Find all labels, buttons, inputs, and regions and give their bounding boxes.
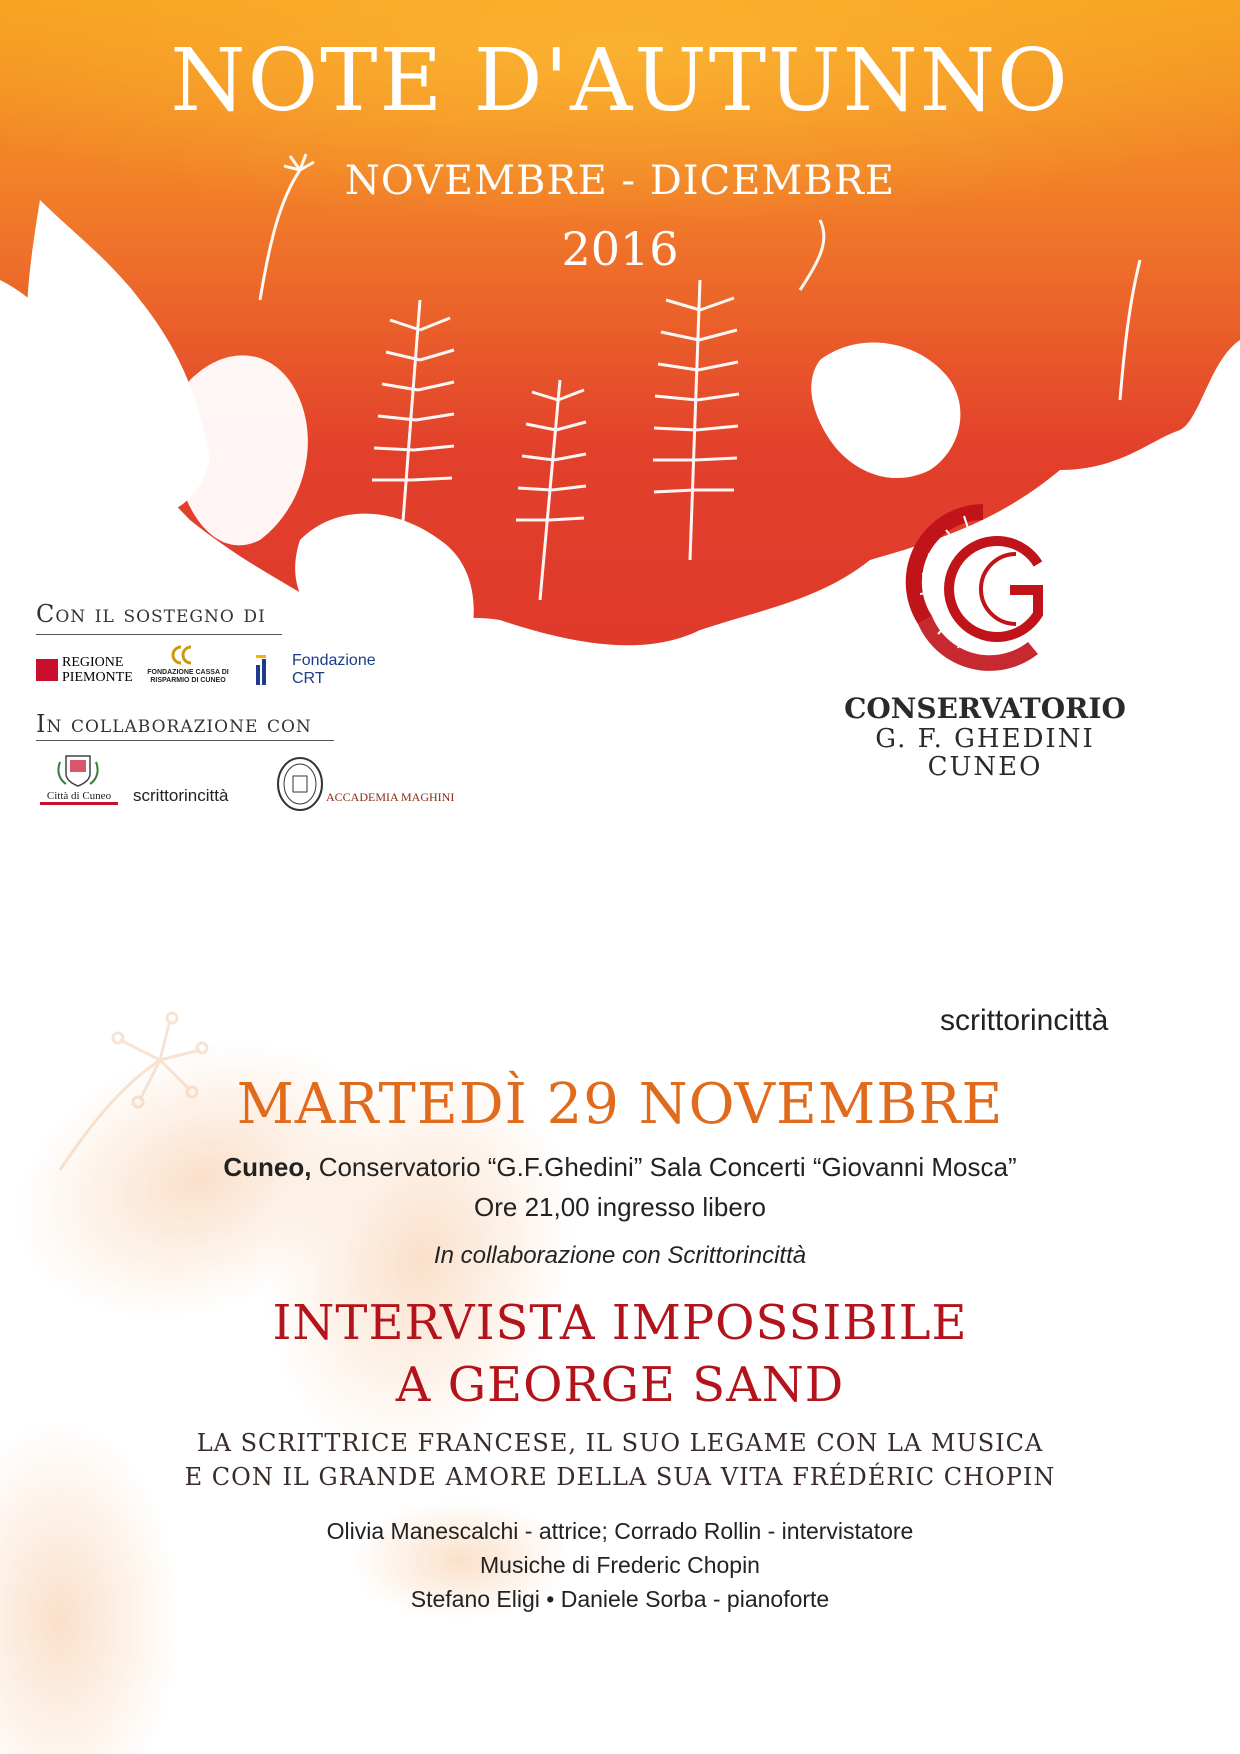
subtitle-line2: E CON IL GRANDE AMORE DELLA SUA VITA FRÉDÉRIC CHOPIN xyxy=(184,1463,1056,1491)
event-time: Ore 21,00 ingresso libero xyxy=(474,1192,766,1222)
fondazione-crt-label xyxy=(292,652,376,688)
regione-piemonte-logo xyxy=(62,655,133,685)
conservatorio-logo-icon xyxy=(898,494,1068,684)
regione-line2: PIEMONTE xyxy=(62,670,133,685)
accademia-maghini-logo: ACCADEMIA MAGHINI xyxy=(326,790,455,804)
support-divider xyxy=(36,634,282,635)
venue-city: Cuneo, xyxy=(223,1152,312,1182)
support-heading: Con il sostegno di xyxy=(36,600,266,628)
conservatorio-name xyxy=(830,692,1140,781)
conservatorio-line1: CONSERVATORIO xyxy=(844,692,1126,725)
scrittorincitta-logo: scrittorincittà xyxy=(940,1004,1109,1037)
credit-line1: Olivia Manescalchi - attrice; Corrado Rollin - intervistatore xyxy=(326,1518,914,1544)
regione-piemonte-flag-icon xyxy=(36,659,58,681)
regione-line1: REGIONE xyxy=(62,655,124,670)
poster-title: NOTE D'AUTUNNO xyxy=(170,31,1070,131)
event-venue xyxy=(0,1152,1240,1183)
subtitle-line1: LA SCRITTRICE FRANCESE, IL SUO LEGAME CON LA MUSICA xyxy=(196,1429,1044,1457)
fondazione-crc-label: FONDAZIONE CASSA DI RISPARMIO DI CUNEO xyxy=(147,669,229,684)
scrittorincitta-small-logo: scrittorincittà xyxy=(133,786,229,805)
credit-line2: Musiche di Frederic Chopin xyxy=(480,1552,760,1578)
credit-line3: Stefano Eligi • Daniele Sorba - pianoforte xyxy=(410,1586,830,1612)
citta-di-cuneo-label: Città di Cuneo xyxy=(40,790,118,805)
venue-details: Conservatorio “G.F.Ghedini” Sala Concerti “Giovanni Mosca” xyxy=(311,1152,1017,1182)
event-credits xyxy=(0,1514,1240,1616)
event-subtitle xyxy=(0,1426,1240,1494)
event-headline xyxy=(0,1292,1240,1416)
crt-line2: CRT xyxy=(292,670,325,687)
headline-line1: INTERVISTA IMPOSSIBILE xyxy=(272,1295,968,1351)
crt-line1: Fondazione xyxy=(292,652,376,669)
poster-months: NOVEMBRE - DICEMBRE xyxy=(344,158,896,204)
event-collaboration: In collaborazione con Scrittorincittà xyxy=(433,1242,807,1269)
fondazione-crt-icon xyxy=(256,655,270,685)
conservatorio-line2: G. F. GHEDINI xyxy=(875,724,1095,754)
event-date: MARTEDÌ 29 NOVEMBRE xyxy=(236,1072,1004,1137)
poster-year: 2016 xyxy=(561,222,679,276)
collaboration-divider xyxy=(36,740,334,741)
collaboration-heading: In collaborazione con xyxy=(36,710,312,738)
seal-emblem-icon xyxy=(275,756,325,812)
conservatorio-line3: CUNEO xyxy=(927,752,1043,782)
fondazione-crc-icon xyxy=(171,645,199,665)
headline-line2: A GEORGE SAND xyxy=(395,1357,845,1413)
